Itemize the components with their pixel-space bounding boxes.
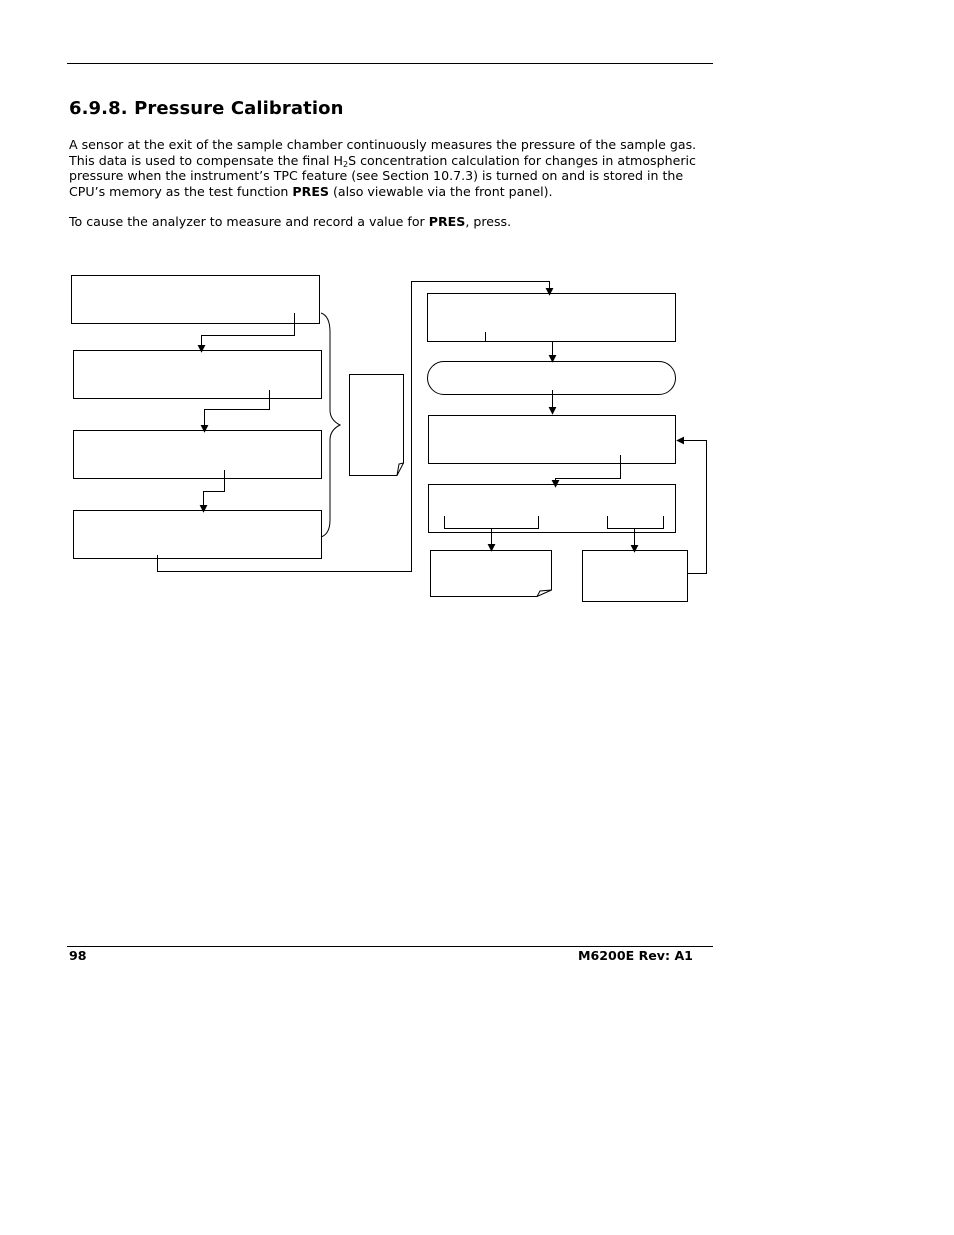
connector-2-3 — [205, 390, 270, 432]
footer-page-number: 98 — [69, 948, 87, 963]
instruction-text-start: To cause the analyzer to measure and record a value for — [69, 214, 429, 229]
connector-3-4 — [204, 470, 225, 512]
intro-text-start: A sensor at the exit of the sample chamber continuously measures the pressure of the sample gas. This data is used to compensate the final H — [69, 137, 697, 168]
display-box-5 — [428, 294, 676, 342]
connector-7-8 — [556, 455, 621, 487]
brace-bracket — [321, 313, 340, 537]
note-box-left — [350, 375, 404, 476]
action-rounded-box — [428, 362, 676, 395]
connector-1-2 — [202, 313, 295, 352]
display-box-7 — [429, 416, 676, 464]
display-box-3 — [74, 431, 322, 479]
pres-term: PRES — [292, 183, 329, 199]
section-title: Pressure Calibration — [134, 98, 344, 119]
pres-term-2: PRES — [428, 214, 466, 229]
footer-rule — [67, 946, 713, 947]
note-box-bottom — [431, 551, 552, 597]
footer-revision: M6200E Rev: A1 — [578, 948, 693, 963]
display-box-1 — [72, 276, 320, 324]
display-box-2 — [74, 351, 322, 399]
connector-5-6 — [486, 332, 553, 362]
section-number: 6.9.8. — [69, 98, 128, 119]
branch-bracket-right — [608, 516, 664, 529]
display-box-4 — [74, 511, 322, 559]
intro-text-middle: S concentration calculation for changes in atmospheric pressure when the instrument’s TPC feature (see Section 10.7.3) is turned on and is stored in the CPU’s memory as the test function — [69, 152, 696, 199]
intro-text-end: (also viewable via the front panel). — [329, 183, 553, 199]
branch-bracket-left — [445, 516, 539, 529]
display-box-8 — [429, 485, 676, 533]
return-box — [583, 551, 688, 602]
loop-back-connector — [677, 441, 707, 574]
subscript-2: 2 — [342, 159, 349, 169]
instruction-text-end: , press. — [465, 214, 512, 229]
